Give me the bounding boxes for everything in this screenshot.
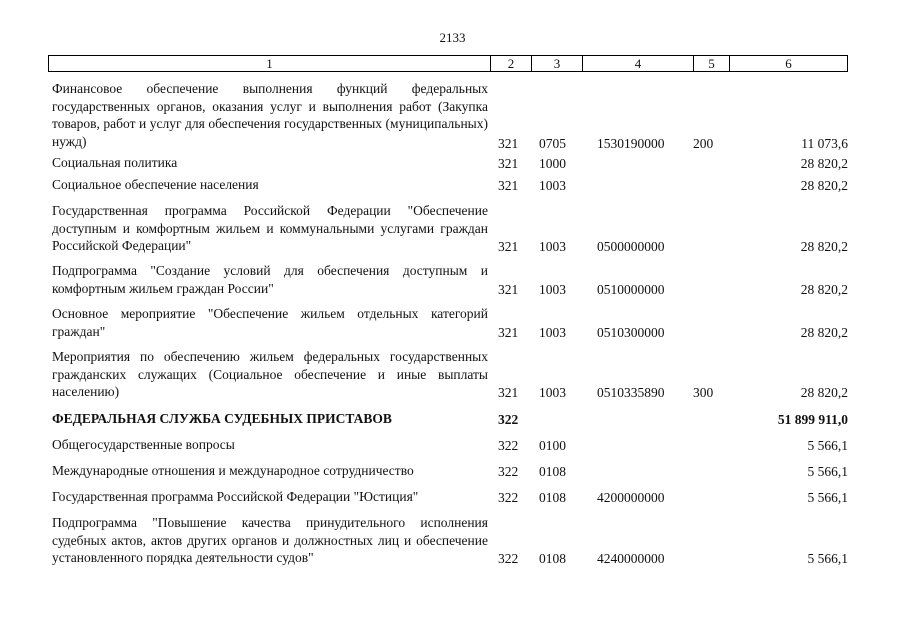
row-section-code: 1003 <box>539 281 566 297</box>
row-agency-code: 322 <box>498 550 519 566</box>
row-target-code: 0510300000 <box>597 324 665 340</box>
row-target-code: 0500000000 <box>597 238 665 254</box>
table-row <box>52 262 848 298</box>
row-description: Международные отношения и международное сотрудничество <box>52 463 414 478</box>
row-description: Государственная программа Российской Федерации "Юстиция" <box>52 489 419 504</box>
table-row <box>52 348 848 401</box>
row-agency-code: 321 <box>498 155 519 171</box>
table-row <box>52 176 848 194</box>
row-target-code: 4240000000 <box>597 550 665 566</box>
row-section-code: 0108 <box>539 463 566 479</box>
row-description: Основное мероприятие "Обеспечение жильем отдельных категорий граждан" <box>52 306 488 339</box>
row-description: Финансовое обеспечение выполнения функций федеральных государственных органов, оказания услуг и выполнения работ (Закупка товаров, работ и услуг для обеспечения государственных (муниципальных) нужд) <box>52 81 488 149</box>
row-description: Общегосударственные вопросы <box>52 437 235 452</box>
row-amount: 5 566,1 <box>807 489 848 505</box>
row-amount: 28 820,2 <box>800 384 848 400</box>
row-description: Подпрограмма "Создание условий для обеспечения доступным и комфортным жильем граждан России" <box>52 263 488 296</box>
row-description: Мероприятия по обеспечению жильем федеральных государственных гражданских служащих (Социальное обеспечение и иные выплаты населению) <box>52 349 488 399</box>
row-expense-type: 200 <box>693 135 714 151</box>
table-header <box>48 55 848 72</box>
row-section-code: 1003 <box>539 384 566 400</box>
row-agency-code: 322 <box>498 489 519 505</box>
table-row <box>52 462 848 480</box>
row-target-code: 0510335890 <box>597 384 665 400</box>
row-section-code: 1003 <box>539 324 566 340</box>
table-row <box>52 305 848 341</box>
row-amount: 28 820,2 <box>800 177 848 193</box>
header-col-6: 6 <box>785 56 792 71</box>
row-amount: 5 566,1 <box>807 437 848 453</box>
row-description: Социальная политика <box>52 155 178 170</box>
row-agency-code: 322 <box>498 463 519 479</box>
table-row <box>52 202 848 255</box>
row-agency-code: 322 <box>498 411 519 427</box>
row-amount: 5 566,1 <box>807 463 848 479</box>
header-col-5: 5 <box>694 56 730 71</box>
row-amount: 28 820,2 <box>800 155 848 171</box>
row-amount: 28 820,2 <box>800 238 848 254</box>
table-row <box>52 488 848 506</box>
row-target-code: 0510000000 <box>597 281 665 297</box>
row-agency-code: 321 <box>498 324 519 340</box>
row-section-code: 0108 <box>539 489 566 505</box>
row-agency-code: 321 <box>498 384 519 400</box>
row-section-code: 1003 <box>539 177 566 193</box>
table-row <box>52 410 848 428</box>
header-col-2: 2 <box>491 56 532 71</box>
row-amount: 11 073,6 <box>801 135 848 151</box>
row-description: Социальное обеспечение населения <box>52 177 259 192</box>
row-expense-type: 300 <box>693 384 714 400</box>
header-col-1: 1 <box>49 56 491 71</box>
row-agency-code: 321 <box>498 135 519 151</box>
row-description: Подпрограмма "Повышение качества принудительного исполнения судебных актов, актов других органов и должностных лиц и обеспечение установленного порядка деятельности судов" <box>52 515 488 565</box>
row-agency-code: 321 <box>498 281 519 297</box>
row-amount: 28 820,2 <box>800 281 848 297</box>
header-col-4: 4 <box>583 56 694 71</box>
table-row <box>52 154 848 172</box>
row-section-code: 1000 <box>539 155 566 171</box>
row-section-code: 0108 <box>539 550 566 566</box>
row-section-code: 0100 <box>539 437 566 453</box>
table-row <box>52 514 848 567</box>
row-target-code: 1530190000 <box>597 135 665 151</box>
table-row <box>52 436 848 454</box>
row-amount: 5 566,1 <box>807 550 848 566</box>
page-number: 2133 <box>439 30 466 45</box>
row-target-code: 4200000000 <box>597 489 665 505</box>
row-agency-code: 321 <box>498 177 519 193</box>
row-amount: 51 899 911,0 <box>777 411 848 427</box>
row-amount: 28 820,2 <box>800 324 848 340</box>
row-agency-code: 322 <box>498 437 519 453</box>
row-section-code: 0705 <box>539 135 566 151</box>
row-section-code: 1003 <box>539 238 566 254</box>
header-col-3: 3 <box>532 56 583 71</box>
row-description: Государственная программа Российской Федерации "Обеспечение доступным и комфортным жильем и коммунальными услугами граждан Российской Федерации" <box>52 203 488 253</box>
row-agency-code: 321 <box>498 238 519 254</box>
table-row <box>52 80 848 152</box>
row-description: ФЕДЕРАЛЬНАЯ СЛУЖБА СУДЕБНЫХ ПРИСТАВОВ <box>52 411 392 426</box>
